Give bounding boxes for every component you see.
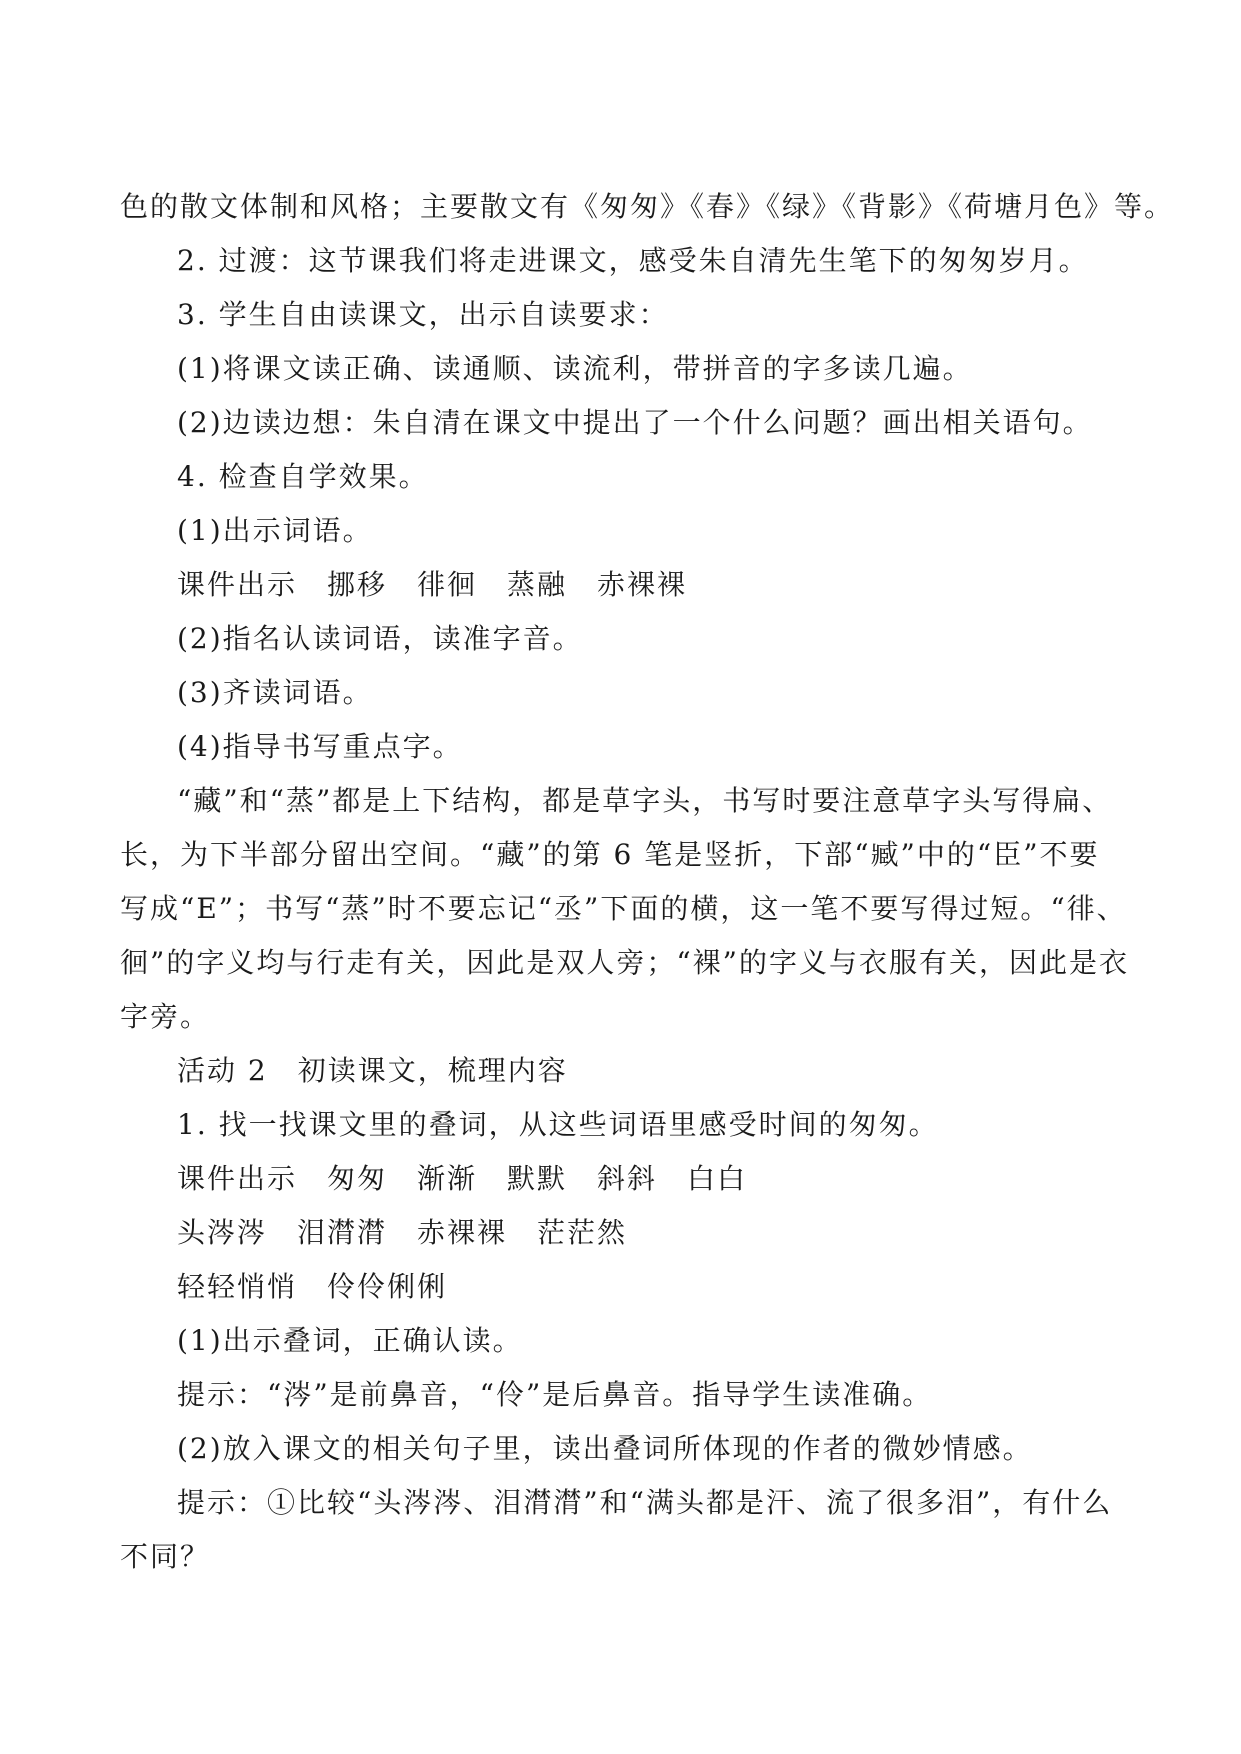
text-line: 4. 检查自学效果。: [177, 460, 429, 493]
hint-line: 提示：①比较“头涔涔、泪潸潸”和“满头都是汗、流了很多泪”，有什么: [177, 1486, 1113, 1519]
text-line: 字旁。: [120, 1000, 211, 1033]
text-line: (2)指名认读词语，读准字音。: [177, 622, 583, 655]
courseware-words-line: 课件出示 挪移 徘徊 蒸融 赤裸裸: [177, 568, 688, 601]
words-line: 头涔涔 泪潸潸 赤裸裸 茫茫然: [177, 1216, 628, 1249]
document-page: [120, 180, 1175, 1584]
text-line: (1)出示词语。: [177, 514, 373, 547]
text-line: (2)放入课文的相关句子里，读出叠词所体现的作者的微妙情感。: [177, 1432, 1033, 1465]
text-line: 长，为下半部分留出空间。“藏”的第 6 笔是竖折，下部“臧”中的“臣”不要: [120, 838, 1100, 871]
text-line: 1. 找一找课文里的叠词，从这些词语里感受时间的匆匆。: [177, 1108, 939, 1141]
text-line: (3)齐读词语。: [177, 676, 373, 709]
text-line: (2)边读边想：朱自清在课文中提出了一个什么问题？画出相关语句。: [177, 406, 1093, 439]
text-line: (1)将课文读正确、读通顺、读流利，带拼音的字多读几遍。: [177, 352, 973, 385]
text-line: 色的散文体制和风格；主要散文有《匆匆》《春》《绿》《背影》《荷塘月色》等。: [120, 190, 1175, 223]
text-line: 徊”的字义均与行走有关，因此是双人旁；“裸”的字义与衣服有关，因此是衣: [120, 946, 1129, 979]
activity-heading: 活动 2 初读课文，梳理内容: [177, 1054, 568, 1087]
text-line: 写成“E”；书写“蒸”时不要忘记“丞”下面的横，这一笔不要写得过短。“徘、: [120, 892, 1127, 925]
hint-line: 提示：“涔”是前鼻音，“伶”是后鼻音。指导学生读准确。: [177, 1378, 933, 1411]
text-line: “藏”和“蒸”都是上下结构，都是草字头，书写时要注意草字头写得扁、: [177, 784, 1113, 817]
text-line: 3. 学生自由读课文，出示自读要求：: [177, 298, 669, 331]
text-line: (4)指导书写重点字。: [177, 730, 463, 763]
text-line: (1)出示叠词，正确认读。: [177, 1324, 523, 1357]
text-line: 不同？: [120, 1540, 211, 1573]
text-line: 2. 过渡：这节课我们将走进课文，感受朱自清先生笔下的匆匆岁月。: [177, 244, 1089, 277]
words-line: 轻轻悄悄 伶伶俐俐: [177, 1270, 448, 1303]
courseware-words-line: 课件出示 匆匆 渐渐 默默 斜斜 白白: [177, 1162, 748, 1195]
